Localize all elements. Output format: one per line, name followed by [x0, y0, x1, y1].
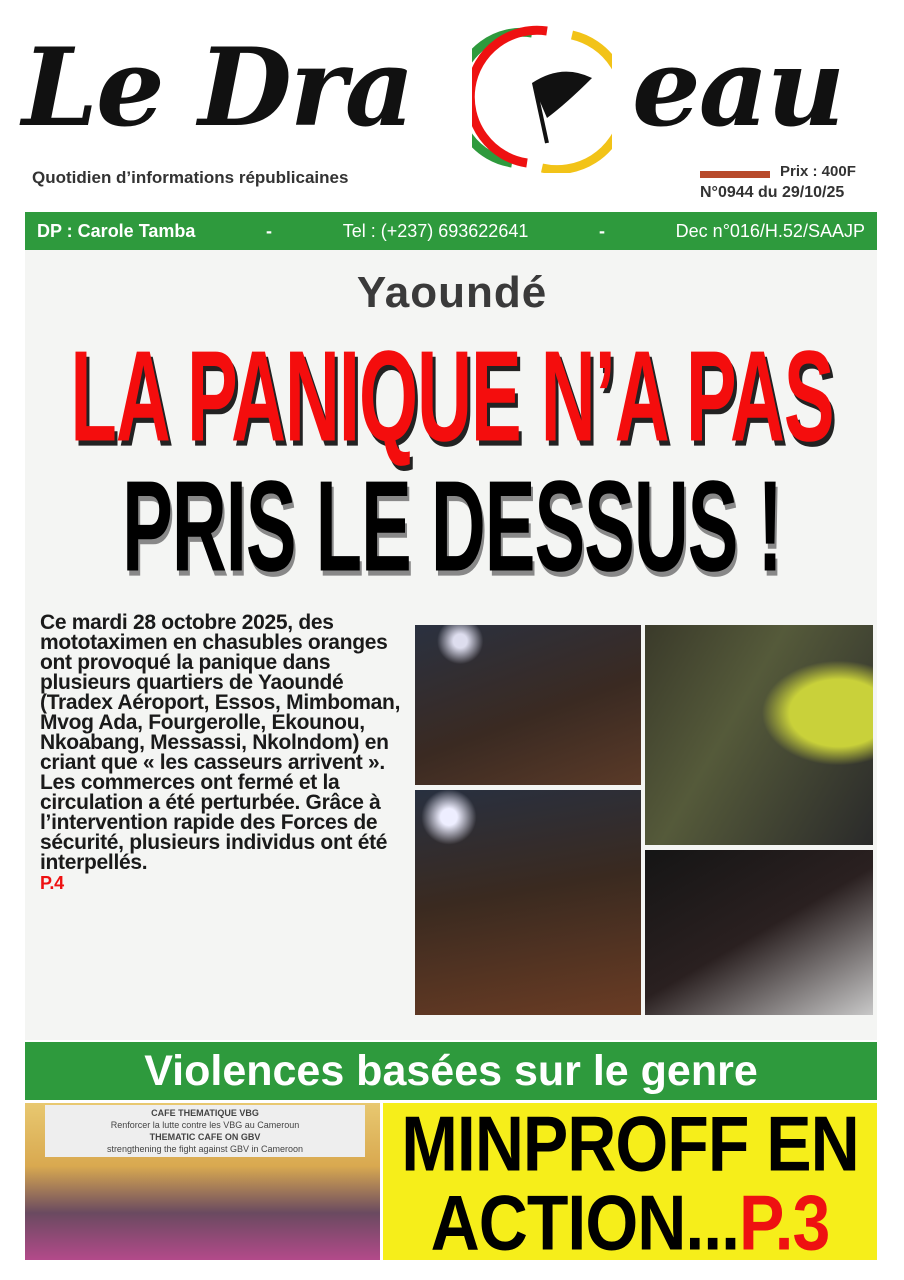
headline-text: MINPROFF EN [401, 1100, 859, 1188]
banner-line: THEMATIC CAFE ON GBV [149, 1132, 261, 1142]
event-photo-banner [45, 1105, 365, 1157]
logo-text-right: eau [632, 25, 844, 151]
info-bar [25, 212, 877, 250]
lead-body-text: Ce mardi 28 octobre 2025, des mototaximen en chasubles oranges ont provoqué la panique dans plusieurs quartiers de Yaoundé (Tradex Aéroport, Essos, Mimboman, Mvog Ada, Fourgerolle, Ekounou, Nkoabang, Messassi, Nkolndom) en criant que « les casseurs arrivent ». Les commerces ont fermé et la circulation a été perturbée. Grâce à l’intervention rapide des Forces de sécurité, plusieurs individus ont été interpellés. [40, 611, 401, 874]
event-photo [25, 1103, 380, 1260]
flag-emblem-icon [472, 23, 612, 173]
headline-text: PRIS LE DESSUS ! [122, 454, 782, 600]
price: Prix : 400F [780, 163, 856, 180]
lead-body [40, 613, 408, 893]
second-headline-box [383, 1100, 877, 1267]
lead-headline-line-1 [0, 324, 904, 470]
lead-page-ref: P.4 [40, 873, 64, 893]
headline-text: LA PANIQUE N’A PAS [70, 324, 834, 470]
logo-text-left: Le Dra [22, 25, 413, 151]
headline-text: ACTION... [430, 1179, 739, 1267]
lead-photo-1 [415, 625, 641, 785]
banner-line: strengthening the fight against GBV in Cameroon [106, 1144, 304, 1154]
banner-line: Renforcer la lutte contre les VBG au Cameroun [110, 1120, 300, 1130]
price-accent-bar [700, 171, 770, 178]
masthead-logo [22, 18, 882, 168]
tagline: Quotidien d’informations républicaines [32, 168, 349, 187]
director: DP : Carole Tamba [37, 220, 196, 241]
decree: Dec n°016/H.52/SAAJP [675, 220, 865, 241]
lead-kicker: Yaoundé [356, 268, 548, 317]
lead-headline-line-2 [0, 454, 904, 600]
issue-number: N°0944 du 29/10/25 [700, 184, 845, 201]
second-headline-line-1 [383, 1100, 877, 1188]
second-headline-line-2 [383, 1179, 877, 1267]
lead-photo-3 [415, 790, 641, 1015]
lead-photo-2 [645, 625, 873, 845]
separator: - [266, 220, 273, 241]
section-banner: Violences basées sur le genre [25, 1042, 877, 1100]
separator: - [599, 220, 606, 241]
second-page-ref: P.3 [739, 1179, 830, 1267]
banner-line: CAFE THEMATIQUE VBG [151, 1108, 259, 1118]
phone: Tel : (+237) 693622641 [342, 220, 529, 241]
lead-photo-4 [645, 850, 873, 1015]
